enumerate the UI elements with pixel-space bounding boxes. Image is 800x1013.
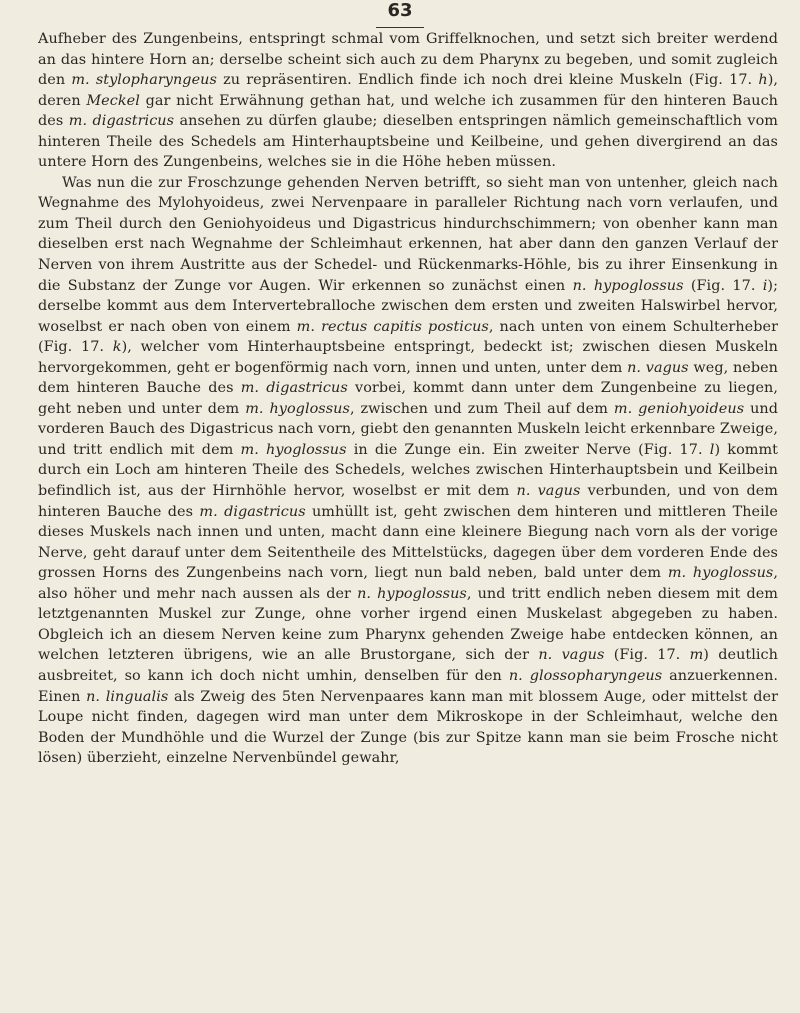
body-text: [38, 29, 778, 769]
italic-term: n. hypoglossus: [357, 585, 467, 602]
text-run: Was nun die zur Froschzunge gehenden Nerven betrifft, so sieht man von untenher, gleich nach Wegnahme des Mylohyoideus, zwei Nervenpaare in paralleler Richtung nach vorn verlaufen, und zum Theil durch den Geniohyoideus und Digastricus hindurchschimmern; von obenher kann man dieselben erst nach Wegnahme der Schleimhaut erkennen, hat aber dann den ganzen Verlauf der Nerven von ihrem Austritte aus der Schedel- und Rückenmarks-Höhle, bis zu ihrer Einsenkung in die Substanz der Zunge vor Augen. Wir erkennen so zunächst einen: [38, 174, 778, 294]
page-number-rule: [376, 27, 424, 28]
italic-term: n. vagus: [516, 483, 581, 500]
italic-term: m. digastricus: [240, 380, 348, 397]
text-run: , also höher und mehr nach aussen als der: [38, 565, 778, 602]
italic-term: n. hypoglossus: [572, 277, 684, 294]
italic-term: m. hyoglossus: [667, 565, 774, 582]
italic-term: m. digastricus: [68, 113, 175, 130]
italic-term: m. geniohyoideus: [613, 400, 745, 417]
italic-term: m. hyoglossus: [240, 441, 347, 458]
text-run: gar nicht Erwähnung gethan hat, und welche ich zusammen für den hinteren Bauch des: [38, 92, 778, 130]
paragraph: [38, 29, 778, 173]
text-run: anzuerkennen. Einen: [38, 667, 779, 705]
text-run: ) deutlich ausbreitet, so kann ich doch nicht umhin, denselben für den: [38, 647, 778, 684]
text-run: zu repräsentiren. Endlich finde ich noch drei kleine Muskeln (Fig. 17.: [216, 72, 759, 89]
italic-term: m: [689, 647, 704, 664]
italic-term: n. vagus: [627, 359, 689, 376]
text-run: als Zweig des 5ten Nervenpaares kann man mit blossem Auge, oder mittelst der Loupe nicht finden, dagegen wird man unter dem Mikroskope in der Schleimhaut, welche den Boden der Mundhöhle und die Wurzel der Zunge (bis zur Spitze kann man sie beim Frosche nicht lösen) überzieht, einzelne Nervenbündel gewahr,: [38, 688, 778, 767]
text-run: (Fig. 17.: [683, 277, 763, 294]
text-run: , nach unten von einem Schulterheber (Fig. 17.: [38, 318, 779, 356]
italic-term: Meckel: [86, 92, 140, 109]
italic-term: n. glossopharyngeus: [508, 667, 663, 684]
text-run: in die Zunge ein. Ein zweiter Nerve (Fig. 17.: [346, 441, 710, 458]
paragraph: [38, 173, 778, 769]
italic-term: l: [709, 441, 715, 458]
italic-term: m. stylopharyngeus: [71, 72, 217, 89]
italic-term: m. hyoglossus: [245, 400, 350, 417]
text-run: ansehen zu dürfen glaube; dieselben entspringen nämlich gemeinschaftlich vom hinteren Theile des Schedels am Hinterhauptsbeine und Keilbeine, und gehen divergirend an das untere Horn des Zungenbeins, welches sie in die Höhe heben müssen.: [38, 113, 778, 171]
text-run: ); derselbe kommt aus dem Intervertebralloche zwischen dem ersten und zweiten Halswirbel hervor, woselbst er nach oben von einem: [38, 277, 778, 335]
text-run: vorbei, kommt dann unter dem Zungenbeine zu liegen, geht neben und unter dem: [38, 380, 778, 417]
text-run: (Fig. 17.: [604, 647, 690, 664]
italic-term: m. rectus capitis posticus: [296, 318, 489, 335]
text-run: und vorderen Bauch des Digastricus nach vorn, giebt den genannten Muskeln leicht erkennbare Zweige, und tritt endlich mit dem: [38, 400, 778, 458]
text-run: ), deren: [38, 72, 778, 109]
italic-term: k: [112, 339, 122, 356]
text-run: verbunden, und von dem hinteren Bauche des: [38, 483, 778, 520]
text-run: , und tritt endlich neben diesem mit dem letztgenannten Muskel zur Zunge, ohne vorher irgend einen Muskelast abgegeben zu haben. Obgleich ich an diesem Nerven keine zum Pharynx gehenden Zweige habe entdecken können, an welchen letzteren übrigens, wie an alle Brustorgane, sich der: [38, 585, 778, 664]
italic-term: i: [762, 277, 768, 294]
text-run: ) kommt durch ein Loch am hinteren Theile des Schedels, welches zwischen Hinterhauptsbein und Keilbein befindlich ist, aus der Hirnhöhle hervor, woselbst er mit dem: [38, 441, 779, 500]
italic-term: h: [758, 72, 768, 89]
italic-term: n. vagus: [538, 647, 605, 664]
text-run: , zwischen und zum Theil auf dem: [349, 400, 614, 417]
text-run: ), welcher vom Hinterhauptsbeine entspringt, bedeckt ist; zwischen diesen Muskeln hervorgekommen, geht er bogenförmig nach vorn, innen und unten, unter dem: [38, 339, 778, 376]
text-run: weg, neben dem hinteren Bauche des: [38, 359, 778, 397]
page-number: 63: [387, 0, 413, 21]
text-run: Aufheber des Zungenbeins, entspringt schmal vom Griffelknochen, und setzt sich breiter werdend an das hintere Horn an; derselbe scheint sich auch zu dem Pharynx zu begeben, und somit zugleich den: [38, 31, 778, 89]
text-run: umhüllt ist, geht zwischen dem hinteren und mittleren Theile dieses Muskels nach innen und unten, macht dann eine kleinere Biegung nach vorn als der vorige Nerve, geht darauf unter dem Seitentheile des Mittelstücks, dagegen über dem vorderen Ende des grossen Horns des Zungenbeins nach vorn, liegt nun bald neben, bald unter dem: [38, 503, 778, 582]
italic-term: m. digastricus: [199, 503, 306, 520]
italic-term: n. lingualis: [86, 688, 169, 705]
